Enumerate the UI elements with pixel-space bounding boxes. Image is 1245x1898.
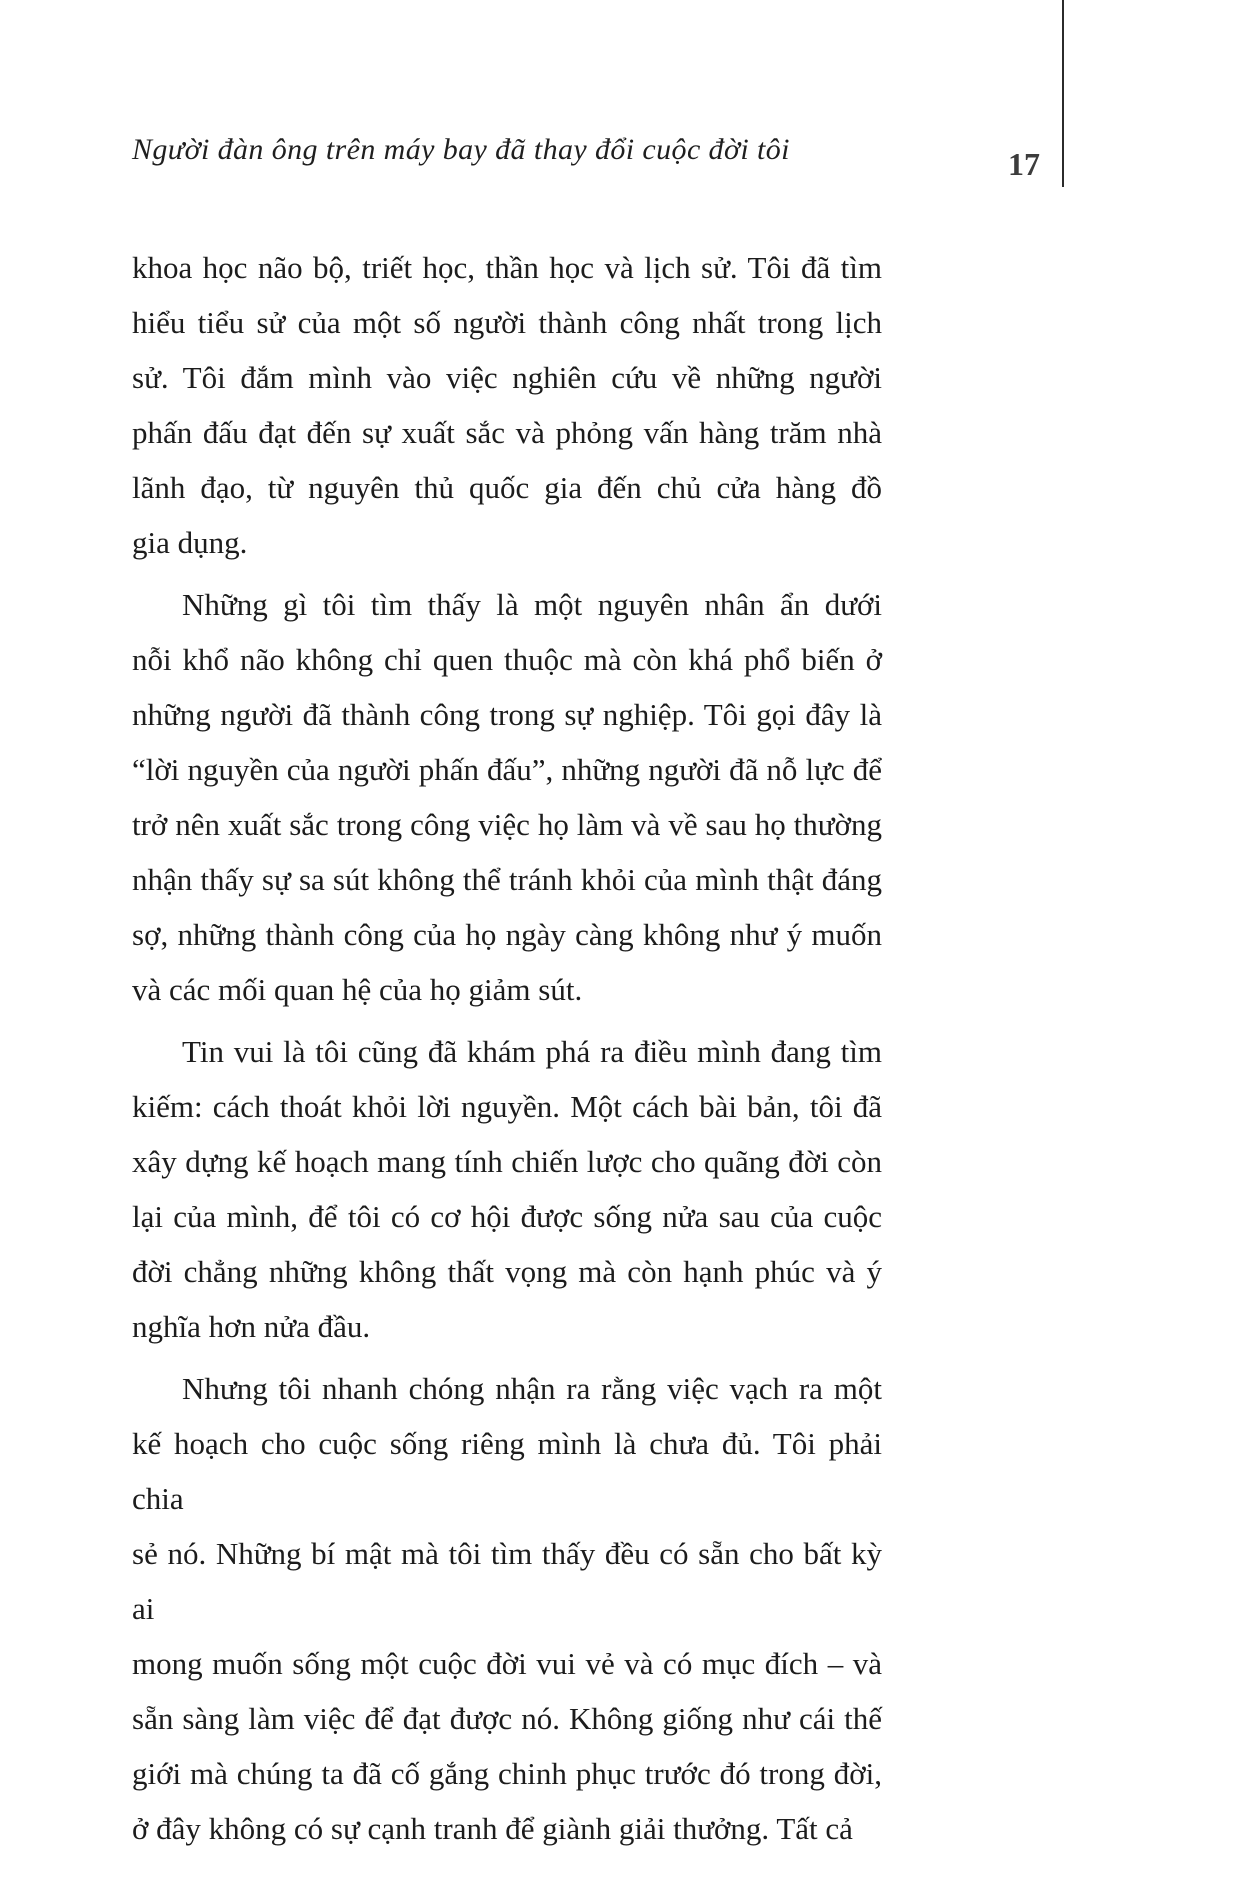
page-body — [132, 240, 882, 1863]
paragraph — [132, 1361, 882, 1856]
page-number: 17 — [1008, 146, 1040, 182]
running-header-title: Người đàn ông trên máy bay đã thay đổi cuộc đời tôi — [132, 133, 790, 166]
text-line: nhận thấy sự sa sút không thể tránh khỏi của mình thật đáng — [132, 862, 882, 897]
text-line: lãnh đạo, từ nguyên thủ quốc gia đến chủ cửa hàng đồ — [132, 470, 882, 505]
text-line: giới mà chúng ta đã cố gắng chinh phục trước đó trong đời, — [132, 1756, 882, 1791]
text-line: trở nên xuất sắc trong công việc họ làm và về sau họ thường — [132, 807, 882, 842]
paragraph — [132, 1024, 882, 1354]
text-line: mong muốn sống một cuộc đời vui vẻ và có mục đích – và — [132, 1646, 882, 1681]
text-line: xây dựng kế hoạch mang tính chiến lược cho quãng đời còn — [132, 1144, 882, 1179]
text-line: sẵn sàng làm việc để đạt được nó. Không giống như cái thế — [132, 1701, 882, 1736]
text-line: kế hoạch cho cuộc sống riêng mình là chưa đủ. Tôi phải chia — [132, 1426, 882, 1516]
text-line: khoa học não bộ, triết học, thần học và lịch sử. Tôi đã tìm — [132, 250, 882, 285]
header-vertical-rule — [1062, 0, 1064, 187]
text-line: sẻ nó. Những bí mật mà tôi tìm thấy đều có sẵn cho bất kỳ ai — [132, 1536, 882, 1626]
text-line: nỗi khổ não không chỉ quen thuộc mà còn khá phổ biến ở — [132, 642, 882, 677]
text-line: “lời nguyền của người phấn đấu”, những người đã nỗ lực để — [132, 752, 882, 787]
text-line: Nhưng tôi nhanh chóng nhận ra rằng việc vạch ra một — [182, 1371, 882, 1406]
text-line: Tin vui là tôi cũng đã khám phá ra điều mình đang tìm — [182, 1034, 882, 1069]
text-line: và các mối quan hệ của họ giảm sút. — [132, 972, 583, 1007]
text-line: những người đã thành công trong sự nghiệp. Tôi gọi đây là — [132, 697, 882, 732]
text-line: kiếm: cách thoát khỏi lời nguyền. Một cách bài bản, tôi đã — [132, 1089, 882, 1124]
paragraph — [132, 577, 882, 1017]
text-line: gia dụng. — [132, 525, 248, 560]
text-line: ở đây không có sự cạnh tranh để giành giải thưởng. Tất cả — [132, 1811, 853, 1846]
text-line: nghĩa hơn nửa đầu. — [132, 1309, 371, 1344]
text-line: sử. Tôi đắm mình vào việc nghiên cứu về những người — [132, 360, 882, 395]
text-line: hiểu tiểu sử của một số người thành công nhất trong lịch — [132, 305, 882, 340]
text-line: đời chẳng những không thất vọng mà còn hạnh phúc và ý — [132, 1254, 882, 1289]
paragraph — [132, 240, 882, 570]
text-line: sợ, những thành công của họ ngày càng không như ý muốn — [132, 917, 882, 952]
text-line: lại của mình, để tôi có cơ hội được sống nửa sau của cuộc — [132, 1199, 882, 1234]
text-line: Những gì tôi tìm thấy là một nguyên nhân ẩn dưới — [182, 587, 882, 622]
text-line: phấn đấu đạt đến sự xuất sắc và phỏng vấn hàng trăm nhà — [132, 415, 882, 450]
